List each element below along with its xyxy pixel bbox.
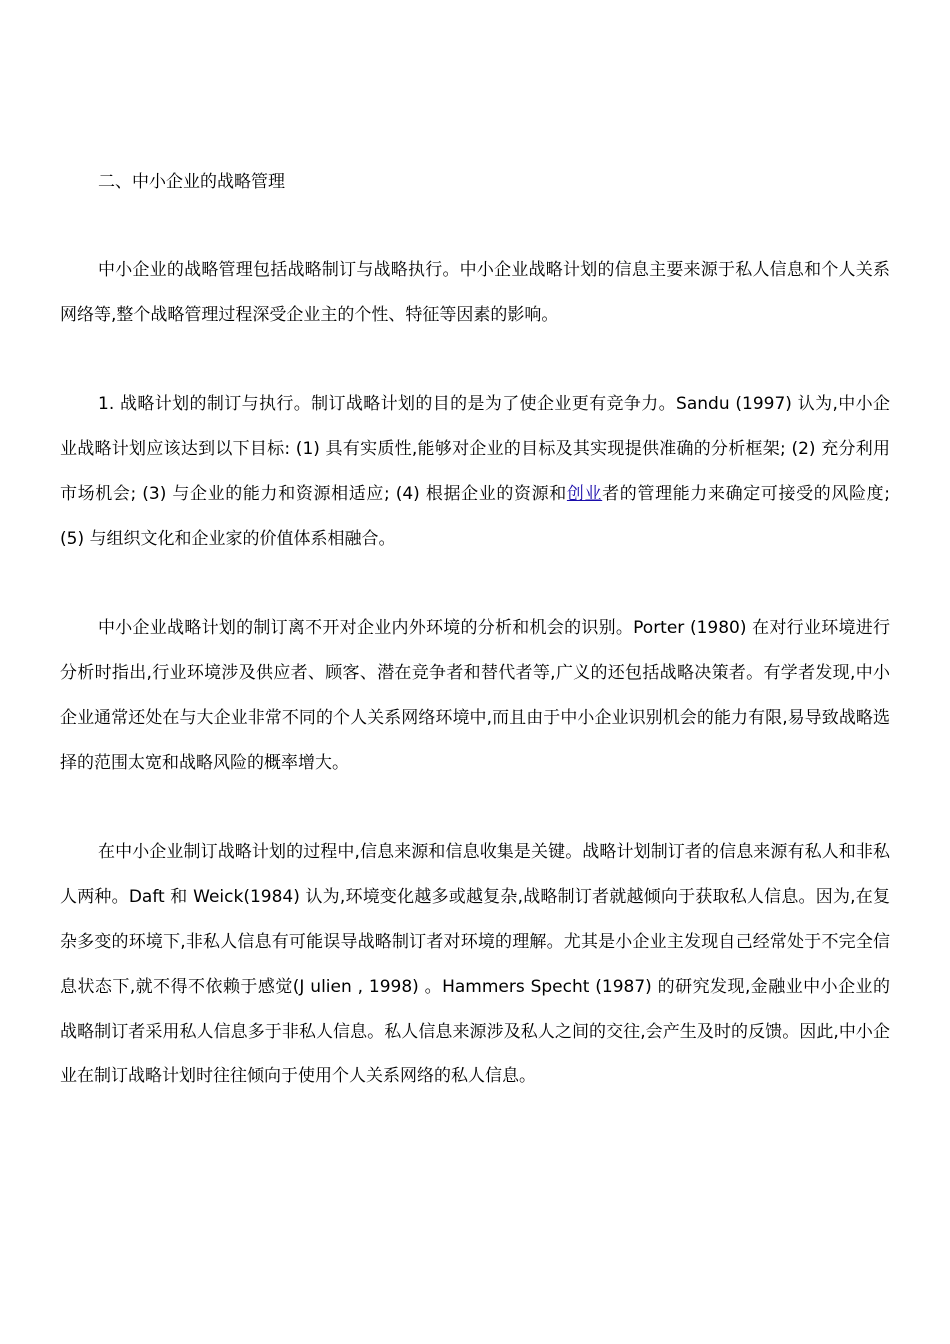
paragraph-2: [60, 382, 890, 561]
paragraph-2-text-after: 者的管理能力来确定可接受的风险度; (5) 与组织文化和企业家的价值体系相融合。: [60, 483, 890, 549]
document-page: [60, 160, 890, 1099]
section-heading: 二、中小企业的战略管理: [98, 172, 285, 192]
paragraph-4: 在中小企业制订战略计划的过程中,信息来源和信息收集是关键。战略计划制订者的信息来源有私人和非私人两种。Daft 和 Weick(1984) 认为,环境变化越多或越复杂,战略制订者就越倾向于获取私人信息。因为,在复杂多变的环境下,非私人信息有可能误导战略制订者对环境的理解。尤其是小企业主发现自己经常处于不完全信息状态下,就不得不依赖于感觉(J ulien , 1998) 。Hammers Specht (1987) 的研究发现,金融业中小企业的战略制订者采用私人信息多于非私人信息。私人信息来源涉及私人之间的交往,会产生及时的反馈。因此,中小企业在制订战略计划时往往倾向于使用个人关系网络的私人信息。: [60, 842, 890, 1087]
chuangye-link[interactable]: 创业: [566, 483, 603, 504]
paragraph-3: 中小企业战略计划的制订离不开对企业内外环境的分析和机会的识别。Porter (1980) 在对行业环境进行分析时指出,行业环境涉及供应者、顾客、潜在竞争者和替代者等,广义的还包括战略决策者。有学者发现,中小企业通常还处在与大企业非常不同的个人关系网络环境中,而且由于中小企业识别机会的能力有限,易导致战略选择的范围太宽和战略风险的概率增大。: [60, 618, 890, 773]
paragraph-1: 中小企业的战略管理包括战略制订与战略执行。中小企业战略计划的信息主要来源于私人信息和个人关系网络等,整个战略管理过程深受企业主的个性、特征等因素的影响。: [60, 260, 890, 325]
paragraph-2-text-before: 1. 战略计划的制订与执行。制订战略计划的目的是为了使企业更有竞争力。Sandu (1997) 认为,中小企业战略计划应该达到以下目标: (1) 具有实质性,能够对企业的目标及其实现提供准确的分析框架; (2) 充分利用市场机会; (3) 与企业的能力和资源相适应; (4) 根据企业的资源和: [60, 394, 890, 504]
